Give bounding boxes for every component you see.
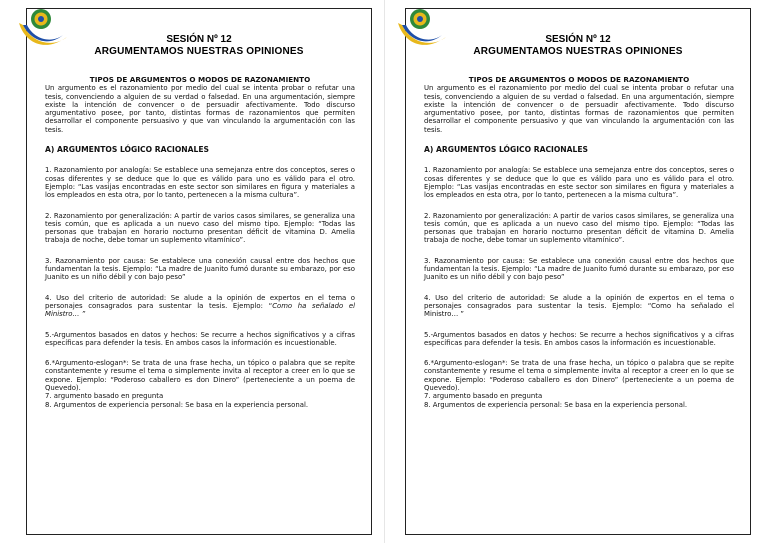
intro-paragraph: Un argumento es el razonamiento por medio del cual se intenta probar o refutar una tesis, convenciendo a alguien de su verdad o falsedad. En una argumentación, siempre existe la intención de convencer o de persuadir afectivamente. Todo discurso argumentativo posee, por tanto, distintas formas de razonamientos que permiten desarrollar el componente persuasivo y que van vinculando la argumentación con las tesis. bbox=[45, 84, 355, 134]
argument-item-3: 3. Razonamiento por causa: Se establece una conexión causal entre dos hechos que fundamentan la tesis. Ejemplo: “La madre de Juanito fumó durante su embarazo, por eso Juanito es un niño débil y con bajo peso” bbox=[45, 256, 355, 282]
school-crest-icon bbox=[15, 3, 71, 57]
argument-item-4-text: 4. Uso del criterio de autoridad: Se alude a la opinión de expertos en el tema o personajes consagrados para sustentar la tesis. Ejemplo: “Como ha señalado el Ministro… ” bbox=[424, 293, 734, 319]
worksheet-frame bbox=[26, 8, 372, 535]
session-number: SESIÓN Nº 12 bbox=[545, 34, 611, 45]
argument-item-4-quote: Como ha señalado el Ministro… ” bbox=[45, 301, 355, 319]
argument-item-1: 1. Razonamiento por analogía: Se establece una semejanza entre dos conceptos, seres o cosas diferentes y se deduce que lo que es válido para uno es válido para el otro. Ejemplo: “Las vasijas encontradas en este sector son similares en figura y materiales a los empleados en esta otra, por lo tanto, pertenecen a la misma cultura”. bbox=[424, 166, 734, 200]
worksheet-frame bbox=[405, 8, 751, 535]
argument-item-2: 2. Razonamiento por generalización: A partir de varios casos similares, se generaliza una tesis común, que es aplicada a un nuevo caso del mismo tipo. Ejemplo: “Todas las personas que trabajan en horario nocturno presentan déficit de vitamina D. Amelia trabaja de noche, debe tomar un suplemento vitamínico”. bbox=[424, 211, 734, 245]
page-header bbox=[27, 9, 371, 58]
section-subtitle: TIPOS DE ARGUMENTOS O MODOS DE RAZONAMIENTO bbox=[89, 75, 311, 84]
session-number: SESIÓN Nº 12 bbox=[166, 34, 232, 45]
page-title: ARGUMENTAMOS NUESTRAS OPINIONES bbox=[473, 46, 683, 57]
page-title: ARGUMENTAMOS NUESTRAS OPINIONES bbox=[94, 46, 304, 57]
section-subtitle: TIPOS DE ARGUMENTOS O MODOS DE RAZONAMIENTO bbox=[468, 75, 690, 84]
argument-item-7: 7. argumento basado en pregunta bbox=[424, 392, 543, 401]
argument-item-4-text: 4. Uso del criterio de autoridad: Se alude a la opinión de expertos en el tema o personajes consagrados para sustentar la tesis. Ejemplo: “ bbox=[45, 293, 355, 310]
page-header bbox=[406, 9, 750, 58]
worksheet-body bbox=[424, 76, 734, 409]
section-heading: A) ARGUMENTOS LÓGICO RACIONALES bbox=[424, 145, 589, 155]
section-heading: A) ARGUMENTOS LÓGICO RACIONALES bbox=[45, 145, 210, 155]
argument-item-8: 8. Argumentos de experiencia personal: Se basa en la experiencia personal. bbox=[424, 400, 688, 409]
argument-item-1: 1. Razonamiento por analogía: Se establece una semejanza entre dos conceptos, seres o cosas diferentes y se deduce que lo que es válido para uno es válido para el otro. Ejemplo: “Las vasijas encontradas en este sector son similares en figura y materiales a los empleados en esta otra, por lo tanto, pertenecen a la misma cultura”. bbox=[45, 166, 355, 200]
document-page-right bbox=[384, 0, 768, 543]
worksheet-body bbox=[45, 76, 355, 409]
argument-item-5: 5.-Argumentos basados en datos y hechos: Se recurre a hechos significativos y a cifras específicas para defender la tesis. En ambos casos la información es incuestionable. bbox=[424, 330, 734, 347]
argument-item-4 bbox=[424, 294, 734, 319]
argument-item-2: 2. Razonamiento por generalización: A partir de varios casos similares, se generaliza una tesis común, que es aplicada a un nuevo caso del mismo tipo. Ejemplo: “Todas las personas que trabajan en horario nocturno presentan déficit de vitamina D. Amelia trabaja de noche, debe tomar un suplemento vitamínico”. bbox=[45, 211, 355, 245]
argument-item-4 bbox=[45, 294, 355, 319]
school-crest-icon bbox=[394, 3, 450, 57]
argument-item-6: 6.*Argumento-eslogan*: Se trata de una frase hecha, un tópico o palabra que se repite constantemente y resume el tema o simplemente invita al receptor a creer en lo que se expone. Ejemplo: “Poderoso caballero es don Dinero” (perteneciente a un poema de Quevedo). bbox=[45, 359, 355, 393]
argument-item-8: 8. Argumentos de experiencia personal: Se basa en la experiencia personal. bbox=[45, 400, 309, 409]
argument-item-7: 7. argumento basado en pregunta bbox=[45, 392, 164, 401]
argument-item-5: 5.-Argumentos basados en datos y hechos: Se recurre a hechos significativos y a cifras específicas para defender la tesis. En ambos casos la información es incuestionable. bbox=[45, 330, 355, 347]
argument-item-3: 3. Razonamiento por causa: Se establece una conexión causal entre dos hechos que fundamentan la tesis. Ejemplo: “La madre de Juanito fumó durante su embarazo, por eso Juanito es un niño débil y con bajo peso” bbox=[424, 256, 734, 282]
argument-item-6: 6.*Argumento-eslogan*: Se trata de una frase hecha, un tópico o palabra que se repite constantemente y resume el tema o simplemente invita al receptor a creer en lo que se expone. Ejemplo: “Poderoso caballero es don Dinero” (perteneciente a un poema de Quevedo). bbox=[424, 359, 734, 393]
intro-paragraph: Un argumento es el razonamiento por medio del cual se intenta probar o refutar una tesis, convenciendo a alguien de su verdad o falsedad. En una argumentación, siempre existe la intención de convencer o de persuadir afectivamente. Todo discurso argumentativo posee, por tanto, distintas formas de razonamientos que permiten desarrollar el componente persuasivo y que van vinculando la argumentación con las tesis. bbox=[424, 84, 734, 134]
